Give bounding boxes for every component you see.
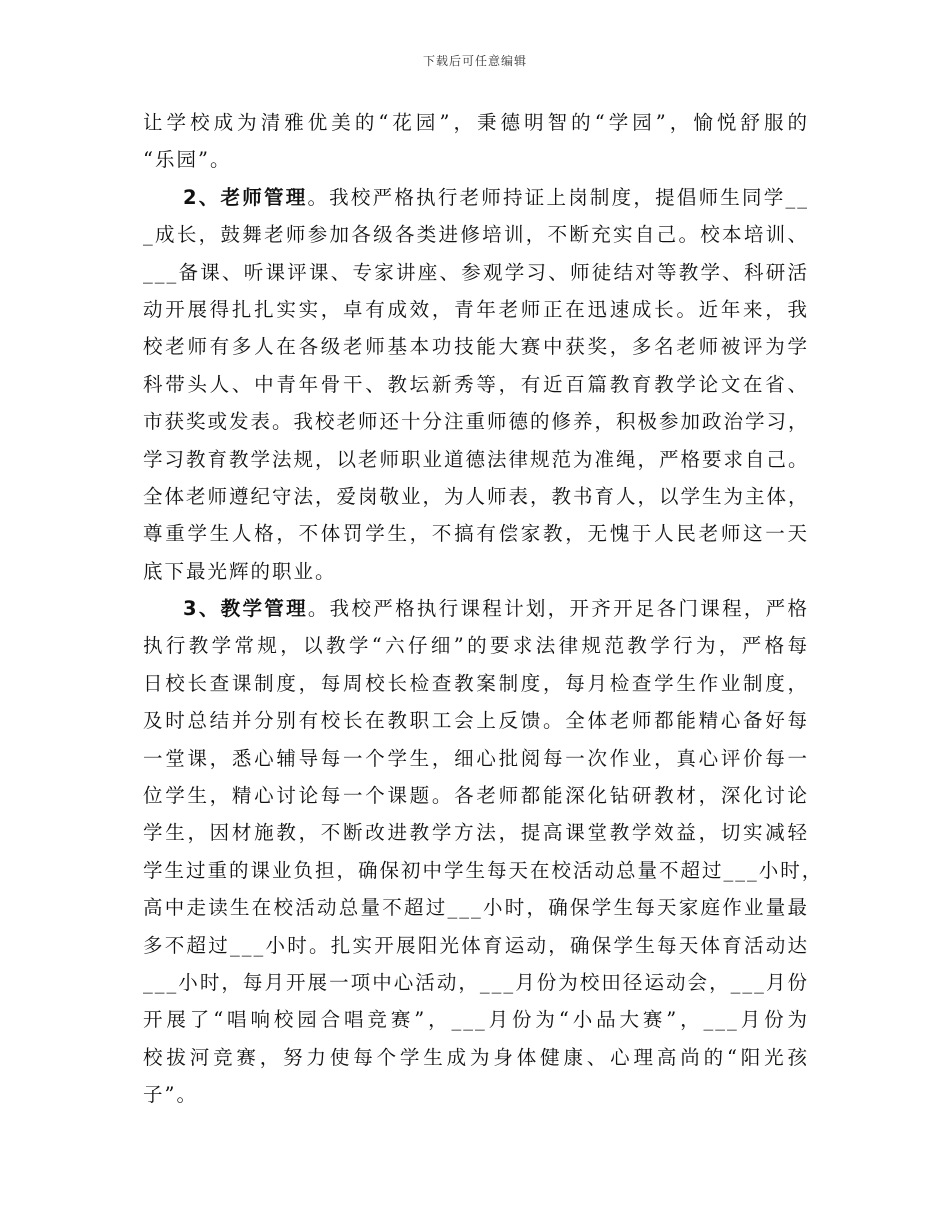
line-text: 开展了“唱响校园合唱竞赛”，___月份为“小品大赛”，___月份为 bbox=[143, 1008, 809, 1032]
line-text: _成长，鼓舞老师参加各级各类进修培训，不断充实自己。校本培训、 bbox=[143, 223, 809, 247]
text-line bbox=[143, 964, 809, 1001]
line-text: 执行教学常规，以教学“六仔细”的要求法律规范教学行为，严格每 bbox=[143, 634, 809, 658]
line-text: 子”。 bbox=[143, 1083, 198, 1107]
text-line bbox=[143, 627, 809, 664]
line-text: 多不超过___小时。扎实开展阳光体育运动，确保学生每天体育活动达 bbox=[143, 933, 809, 957]
text-line bbox=[143, 889, 809, 926]
line-text: 高中走读生在校活动总量不超过___小时，确保学生每天家庭作业量最 bbox=[143, 896, 809, 920]
line-text: 市获奖或发表。我校老师还十分注重师德的修养，积极参加政治学习， bbox=[143, 410, 810, 434]
line-text: 日校长查课制度，每周校长检查教案制度，每月检查学生作业制度， bbox=[143, 671, 809, 695]
text-line bbox=[143, 927, 809, 964]
line-text: 。我校严格执行老师持证上岗制度，提倡师生同学__ bbox=[307, 185, 809, 209]
page-header: 下载后可任意编辑 bbox=[422, 54, 527, 68]
text-line bbox=[143, 814, 809, 851]
line-text: ___小时，每月开展一项中心活动，___月份为校田径运动会，___月份 bbox=[143, 970, 809, 994]
text-line bbox=[143, 515, 809, 552]
text-line bbox=[143, 777, 809, 814]
text-line bbox=[143, 1001, 809, 1038]
line-text: ___备课、听课评课、专家讲座、参观学习、师徒结对等教学、科研活 bbox=[143, 260, 809, 284]
line-text: 位学生，精心讨论每一个课题。各老师都能深化钻研教材，深化讨论 bbox=[143, 784, 809, 808]
line-text: 学生过重的课业负担，确保初中学生每天在校活动总量不超过___小时， bbox=[143, 858, 824, 882]
line-text: 及时总结并分别有校长在教职工会上反馈。全体老师都能精心备好每 bbox=[143, 709, 809, 733]
text-line bbox=[143, 254, 809, 291]
text-line bbox=[143, 590, 809, 627]
text-line bbox=[143, 1039, 809, 1076]
line-text: 一堂课，悉心辅导每一个学生，细心批阅每一次作业，真心评价每一 bbox=[143, 746, 809, 770]
line-text: 。我校严格执行课程计划，开齐开足各门课程，严格 bbox=[307, 597, 809, 621]
line-text: 科带头人、中青年骨干、教坛新秀等，有近百篇教育教学论文在省、 bbox=[143, 372, 809, 396]
text-line bbox=[143, 441, 809, 478]
text-line bbox=[143, 403, 809, 440]
text-line bbox=[143, 179, 809, 216]
text-line bbox=[143, 740, 809, 777]
line-text: 尊重学生人格，不体罚学生，不搞有偿家教，无愧于人民老师这一天 bbox=[143, 522, 809, 546]
line-text: 底下最光辉的职业。 bbox=[143, 559, 337, 583]
line-text: 动开展得扎扎实实，卓有成效，青年老师正在迅速成长。近年来，我 bbox=[143, 297, 809, 321]
text-line bbox=[143, 852, 824, 889]
text-line bbox=[143, 141, 809, 178]
text-line bbox=[143, 665, 809, 702]
line-text: 全体老师遵纪守法，爱岗敬业，为人师表，教书育人，以学生为主体， bbox=[143, 484, 810, 508]
text-line bbox=[143, 702, 809, 739]
line-text: 校老师有多人在各级老师基本功技能大赛中获奖，多名老师被评为学 bbox=[143, 335, 809, 359]
text-line bbox=[143, 328, 809, 365]
section-heading: 3、教学管理 bbox=[183, 597, 308, 621]
line-text: 学习教育教学法规，以老师职业道德法律规范为准绳，严格要求自己。 bbox=[143, 447, 810, 471]
text-line bbox=[143, 478, 809, 515]
document-body bbox=[143, 104, 824, 1114]
line-text: 校拔河竞赛，努力使每个学生成为身体健康、心理高尚的“阳光孩 bbox=[143, 1045, 809, 1069]
line-text: 学生，因材施教，不断改进教学方法，提高课堂教学效益，切实减轻 bbox=[143, 821, 809, 845]
line-text: 让学校成为清雅优美的“花园”，秉德明智的“学园”，愉悦舒服的 bbox=[143, 111, 809, 134]
text-line bbox=[143, 104, 809, 141]
text-line bbox=[143, 1076, 809, 1113]
text-line bbox=[143, 216, 809, 253]
line-text: “乐园”。 bbox=[143, 148, 232, 172]
text-line bbox=[143, 366, 809, 403]
section-heading: 2、老师管理 bbox=[183, 185, 308, 209]
text-line bbox=[143, 291, 809, 328]
text-line bbox=[143, 553, 809, 590]
